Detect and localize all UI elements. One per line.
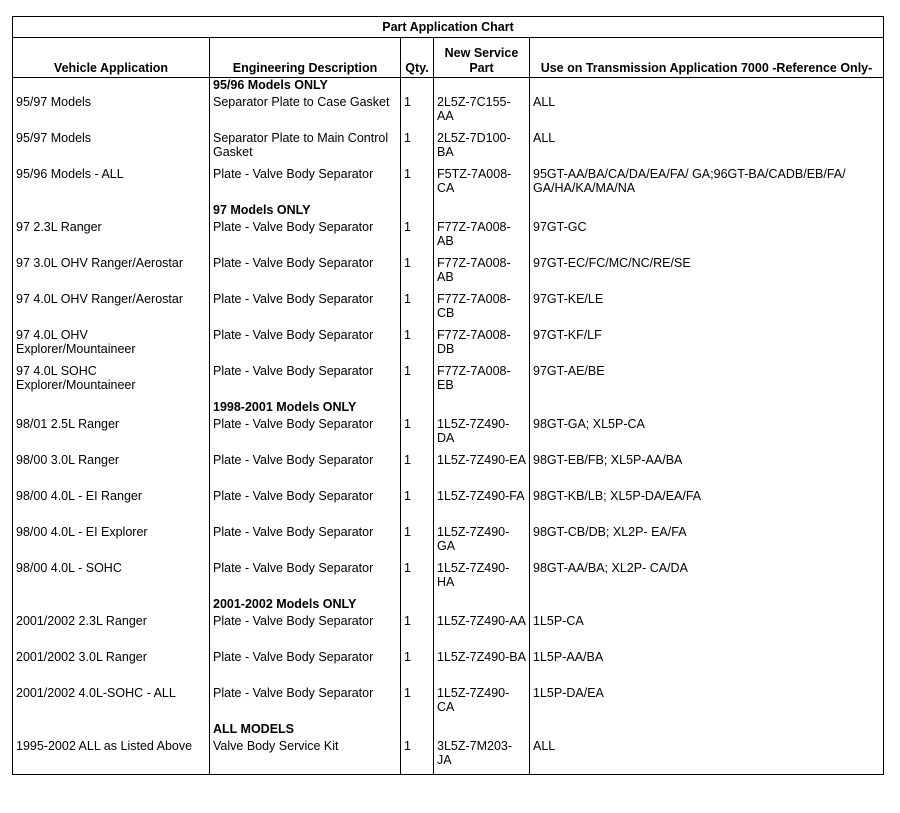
engineering-description-cell: Plate - Valve Body Separator xyxy=(210,167,401,203)
engineering-description-cell: Plate - Valve Body Separator xyxy=(210,364,401,400)
qty-cell: 1 xyxy=(401,292,434,328)
service-part-cell: F77Z-7A008-AB xyxy=(434,256,530,292)
section-row xyxy=(13,597,884,614)
engineering-description-cell: Plate - Valve Body Separator xyxy=(210,453,401,489)
section-row xyxy=(13,78,884,95)
vehicle-application-cell: 97 4.0L OHV Explorer/Mountaineer xyxy=(13,328,210,364)
transmission-use-cell: ALL xyxy=(530,739,884,775)
qty-cell: 1 xyxy=(401,95,434,131)
service-part-cell: 1L5Z-7Z490-BA xyxy=(434,650,530,686)
engineering-description-cell: Plate - Valve Body Separator xyxy=(210,525,401,561)
vehicle-application-cell: 98/00 3.0L Ranger xyxy=(13,453,210,489)
service-part-cell: 1L5Z-7Z490-EA xyxy=(434,453,530,489)
transmission-use-cell: 98GT-AA/BA; XL2P- CA/DA xyxy=(530,561,884,597)
service-part-cell: 1L5Z-7Z490-DA xyxy=(434,417,530,453)
table-row xyxy=(13,364,884,400)
transmission-use-cell: 97GT-AE/BE xyxy=(530,364,884,400)
engineering-description-cell: Plate - Valve Body Separator xyxy=(210,686,401,722)
service-part-cell: 2L5Z-7C155-AA xyxy=(434,95,530,131)
section-spacer-cell xyxy=(434,400,530,417)
section-spacer-cell xyxy=(13,78,210,95)
transmission-use-cell: 1L5P-AA/BA xyxy=(530,650,884,686)
section-spacer-cell xyxy=(13,597,210,614)
chart-title: Part Application Chart xyxy=(13,17,884,38)
service-part-cell: F77Z-7A008-DB xyxy=(434,328,530,364)
table-row xyxy=(13,739,884,775)
service-part-cell: 1L5Z-7Z490-AA xyxy=(434,614,530,650)
service-part-cell: 1L5Z-7Z490-GA xyxy=(434,525,530,561)
vehicle-application-cell: 98/00 4.0L - EI Ranger xyxy=(13,489,210,525)
transmission-use-cell: 97GT-KE/LE xyxy=(530,292,884,328)
qty-cell: 1 xyxy=(401,561,434,597)
qty-cell: 1 xyxy=(401,167,434,203)
header-new-service-part: New Service Part xyxy=(434,38,530,78)
section-spacer-cell xyxy=(434,203,530,220)
engineering-description-cell: Plate - Valve Body Separator xyxy=(210,328,401,364)
section-spacer-cell xyxy=(401,400,434,417)
table-row xyxy=(13,453,884,489)
engineering-description-cell: Valve Body Service Kit xyxy=(210,739,401,775)
section-label: 95/96 Models ONLY xyxy=(210,78,401,95)
section-spacer-cell xyxy=(401,722,434,739)
section-row xyxy=(13,400,884,417)
qty-cell: 1 xyxy=(401,220,434,256)
section-label: 2001-2002 Models ONLY xyxy=(210,597,401,614)
engineering-description-cell: Plate - Valve Body Separator xyxy=(210,614,401,650)
table-row xyxy=(13,131,884,167)
transmission-use-cell: 95GT-AA/BA/CA/DA/EA/FA/ GA;96GT-BA/CADB/EB/FA/ GA/HA/KA/MA/NA xyxy=(530,167,884,203)
table-row xyxy=(13,686,884,722)
service-part-cell: F77Z-7A008-EB xyxy=(434,364,530,400)
vehicle-application-cell: 98/00 4.0L - EI Explorer xyxy=(13,525,210,561)
vehicle-application-cell: 97 2.3L Ranger xyxy=(13,220,210,256)
section-label: 1998-2001 Models ONLY xyxy=(210,400,401,417)
vehicle-application-cell: 95/97 Models xyxy=(13,131,210,167)
engineering-description-cell: Plate - Valve Body Separator xyxy=(210,256,401,292)
service-part-cell: 1L5Z-7Z490-FA xyxy=(434,489,530,525)
header-transmission-use: Use on Transmission Application 7000 -Reference Only- xyxy=(530,38,884,78)
transmission-use-cell: 98GT-CB/DB; XL2P- EA/FA xyxy=(530,525,884,561)
vehicle-application-cell: 95/97 Models xyxy=(13,95,210,131)
transmission-use-cell: 97GT-EC/FC/MC/NC/RE/SE xyxy=(530,256,884,292)
engineering-description-cell: Plate - Valve Body Separator xyxy=(210,220,401,256)
table-row xyxy=(13,614,884,650)
transmission-use-cell: 98GT-KB/LB; XL5P-DA/EA/FA xyxy=(530,489,884,525)
vehicle-application-cell: 98/00 4.0L - SOHC xyxy=(13,561,210,597)
service-part-cell: F77Z-7A008-AB xyxy=(434,220,530,256)
service-part-cell: 1L5Z-7Z490-HA xyxy=(434,561,530,597)
section-spacer-cell xyxy=(434,597,530,614)
table-row xyxy=(13,525,884,561)
transmission-use-cell: ALL xyxy=(530,131,884,167)
table-row xyxy=(13,220,884,256)
engineering-description-cell: Separator Plate to Case Gasket xyxy=(210,95,401,131)
part-application-chart xyxy=(12,16,884,775)
section-row xyxy=(13,203,884,220)
vehicle-application-cell: 97 4.0L SOHC Explorer/Mountaineer xyxy=(13,364,210,400)
section-spacer-cell xyxy=(401,203,434,220)
vehicle-application-cell: 1995-2002 ALL as Listed Above xyxy=(13,739,210,775)
service-part-cell: 1L5Z-7Z490-CA xyxy=(434,686,530,722)
section-spacer-cell xyxy=(530,78,884,95)
transmission-use-cell: 97GT-GC xyxy=(530,220,884,256)
service-part-cell: F77Z-7A008-CB xyxy=(434,292,530,328)
header-engineering-description: Engineering Description xyxy=(210,38,401,78)
table-row xyxy=(13,650,884,686)
engineering-description-cell: Plate - Valve Body Separator xyxy=(210,417,401,453)
transmission-use-cell: 98GT-EB/FB; XL5P-AA/BA xyxy=(530,453,884,489)
chart-body xyxy=(13,78,884,775)
engineering-description-cell: Separator Plate to Main Control Gasket xyxy=(210,131,401,167)
service-part-cell: 2L5Z-7D100-BA xyxy=(434,131,530,167)
qty-cell: 1 xyxy=(401,328,434,364)
vehicle-application-cell: 97 4.0L OHV Ranger/Aerostar xyxy=(13,292,210,328)
section-row xyxy=(13,722,884,739)
section-spacer-cell xyxy=(434,722,530,739)
vehicle-application-cell: 97 3.0L OHV Ranger/Aerostar xyxy=(13,256,210,292)
qty-cell: 1 xyxy=(401,417,434,453)
table-row xyxy=(13,328,884,364)
header-qty: Qty. xyxy=(401,38,434,78)
qty-cell: 1 xyxy=(401,686,434,722)
vehicle-application-cell: 2001/2002 4.0L-SOHC - ALL xyxy=(13,686,210,722)
table-row xyxy=(13,417,884,453)
engineering-description-cell: Plate - Valve Body Separator xyxy=(210,292,401,328)
qty-cell: 1 xyxy=(401,739,434,775)
service-part-cell: F5TZ-7A008-CA xyxy=(434,167,530,203)
header-vehicle-application: Vehicle Application xyxy=(13,38,210,78)
section-spacer-cell xyxy=(530,203,884,220)
vehicle-application-cell: 95/96 Models - ALL xyxy=(13,167,210,203)
section-spacer-cell xyxy=(530,400,884,417)
qty-cell: 1 xyxy=(401,131,434,167)
section-spacer-cell xyxy=(530,597,884,614)
section-spacer-cell xyxy=(13,203,210,220)
qty-cell: 1 xyxy=(401,453,434,489)
qty-cell: 1 xyxy=(401,256,434,292)
vehicle-application-cell: 2001/2002 3.0L Ranger xyxy=(13,650,210,686)
vehicle-application-cell: 2001/2002 2.3L Ranger xyxy=(13,614,210,650)
table-row xyxy=(13,256,884,292)
transmission-use-cell: 97GT-KF/LF xyxy=(530,328,884,364)
vehicle-application-cell: 98/01 2.5L Ranger xyxy=(13,417,210,453)
table-row xyxy=(13,489,884,525)
section-spacer-cell xyxy=(401,78,434,95)
engineering-description-cell: Plate - Valve Body Separator xyxy=(210,561,401,597)
qty-cell: 1 xyxy=(401,364,434,400)
qty-cell: 1 xyxy=(401,614,434,650)
section-spacer-cell xyxy=(530,722,884,739)
section-spacer-cell xyxy=(434,78,530,95)
table-row xyxy=(13,167,884,203)
transmission-use-cell: 98GT-GA; XL5P-CA xyxy=(530,417,884,453)
section-label: ALL MODELS xyxy=(210,722,401,739)
section-spacer-cell xyxy=(13,722,210,739)
transmission-use-cell: ALL xyxy=(530,95,884,131)
qty-cell: 1 xyxy=(401,525,434,561)
transmission-use-cell: 1L5P-CA xyxy=(530,614,884,650)
qty-cell: 1 xyxy=(401,489,434,525)
engineering-description-cell: Plate - Valve Body Separator xyxy=(210,650,401,686)
table-row xyxy=(13,292,884,328)
table-row xyxy=(13,561,884,597)
section-label: 97 Models ONLY xyxy=(210,203,401,220)
transmission-use-cell: 1L5P-DA/EA xyxy=(530,686,884,722)
qty-cell: 1 xyxy=(401,650,434,686)
engineering-description-cell: Plate - Valve Body Separator xyxy=(210,489,401,525)
service-part-cell: 3L5Z-7M203-JA xyxy=(434,739,530,775)
section-spacer-cell xyxy=(401,597,434,614)
section-spacer-cell xyxy=(13,400,210,417)
table-row xyxy=(13,95,884,131)
